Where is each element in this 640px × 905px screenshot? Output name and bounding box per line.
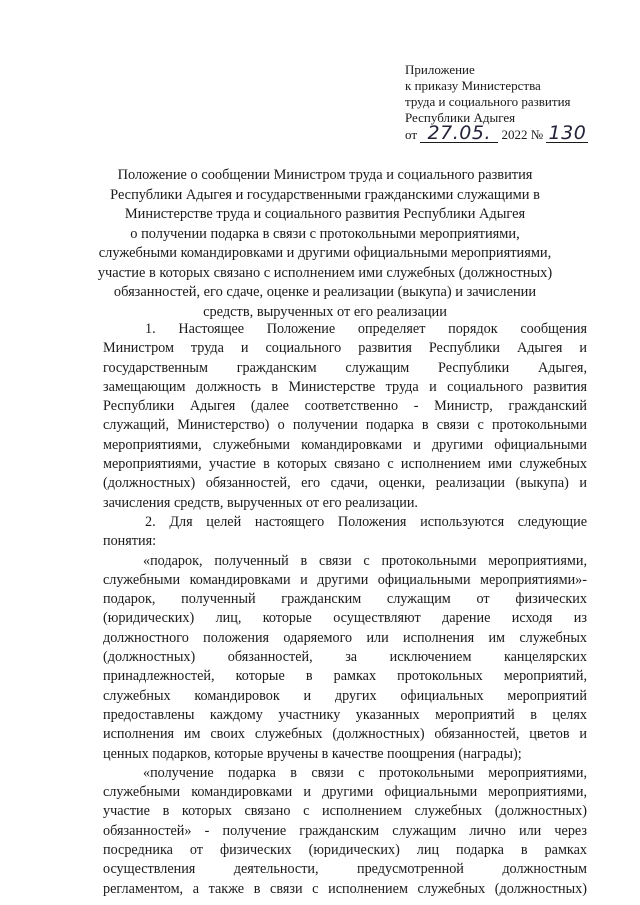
date-prefix: от xyxy=(405,127,418,142)
handwritten-number-value: 130 xyxy=(548,122,587,144)
body-line: «подарок, полученный в связи с протокольными мероприятиями, xyxy=(143,552,587,569)
title-line: обязанностей, его сдаче, оценке и реализации (выкупа) и зачислении xyxy=(113,284,537,300)
title-line: Положение о сообщении Министром труда и социального развития xyxy=(117,167,533,183)
body-line: мероприятиями, служебными командировками и другими официальными xyxy=(103,436,587,453)
body-line: подарок, полученный гражданским служащим от физических xyxy=(103,591,587,608)
year-and-number-label: 2022 № xyxy=(501,127,544,142)
body-line: Республики Адыгея (далее соответственно - Министр, гражданский xyxy=(103,398,587,415)
body-line: (юридических) лиц, которые осуществляют дарение исходя из xyxy=(103,610,587,627)
title-line: участие в которых связано с исполнением ими служебных (должностных) xyxy=(97,264,553,281)
body-line: должностного положения одаряемого или исполнения им служебных xyxy=(103,629,587,646)
body-line: ценных подарков, которые вручены в качестве поощрения (награды); xyxy=(103,745,522,762)
body-line: участие в которых связано с исполнением служебных (должностных) xyxy=(103,803,587,820)
body-line: исполнения им своих служебных (должностных) обязанностей, цветов и xyxy=(103,726,587,743)
document-title xyxy=(95,166,555,322)
title-line: Республики Адыгея и государственными гражданскими служащими в xyxy=(110,186,540,203)
body-line: осуществления деятельности, предусмотренной должностным xyxy=(103,861,587,878)
document-body xyxy=(103,320,587,899)
handwritten-date-value: 27.05. xyxy=(427,122,491,144)
handwritten-date xyxy=(420,122,498,144)
body-line: (должностных) обязанностей, за исключением канцелярских xyxy=(103,649,587,666)
body-line: 1. Настоящее Положение определяет порядок сообщения xyxy=(145,321,587,337)
body-line: (должностных) обязанностей, его сдачи, оценки, реализации (выкупа) и xyxy=(103,475,587,492)
appendix-line-4: Республики Адыгея xyxy=(405,110,516,125)
body-line: обязанностей» - получение гражданским служащим лично или через xyxy=(103,822,587,839)
body-line: служащий, Министерство) о получении подарка в связи с протокольными xyxy=(103,417,587,434)
appendix-date-line xyxy=(405,122,605,144)
appendix-line-2: к приказу Министерства xyxy=(405,78,541,93)
body-line: предоставлены каждому участнику указанных мероприятий в целях xyxy=(103,706,587,723)
title-line: средств, вырученных от его реализации xyxy=(203,303,447,320)
body-line: 2. Для целей настоящего Положения используются следующие xyxy=(145,513,587,530)
body-line: мероприятиями, участие в которых связано с исполнением ими служебных xyxy=(103,456,587,473)
body-line: «получение подарка в связи с протокольными мероприятиями, xyxy=(143,764,587,781)
title-line: служебными командировками и другими официальными мероприятиями, xyxy=(98,245,552,261)
title-line: Министерстве труда и социального развития Республики Адыгея xyxy=(124,206,526,222)
appendix-block xyxy=(405,62,605,143)
body-line: зачисления средств, вырученных от его реализации. xyxy=(103,494,418,511)
body-line: понятия: xyxy=(103,533,157,550)
body-line: замещающим должность в Министерстве труда и социального развития xyxy=(103,378,587,395)
appendix-line-3: труда и социального развития xyxy=(405,94,571,109)
body-line: принадлежностей, которые в рамках протокольных мероприятий, xyxy=(103,668,587,685)
body-line: служебных командировок и других официальных мероприятий xyxy=(103,687,587,704)
body-line: посредника от физических (юридических) лиц подарка в рамках xyxy=(103,842,587,859)
title-line: о получении подарка в связи с протокольными мероприятиями, xyxy=(130,225,520,242)
body-line: Министром труда и социального развития Республики Адыгея и xyxy=(103,340,587,357)
appendix-line-1: Приложение xyxy=(405,62,475,77)
handwritten-number xyxy=(546,122,588,144)
body-line: служебными командировками и другими официальными мероприятиями, xyxy=(103,784,587,801)
body-line: служебными командировками и другими официальными мероприятиями»- xyxy=(103,571,587,588)
body-line: государственным гражданским служащим Республики Адыгея, xyxy=(103,359,587,376)
body-line: регламентом, а также в связи с исполнением служебных (должностных) xyxy=(103,880,587,897)
